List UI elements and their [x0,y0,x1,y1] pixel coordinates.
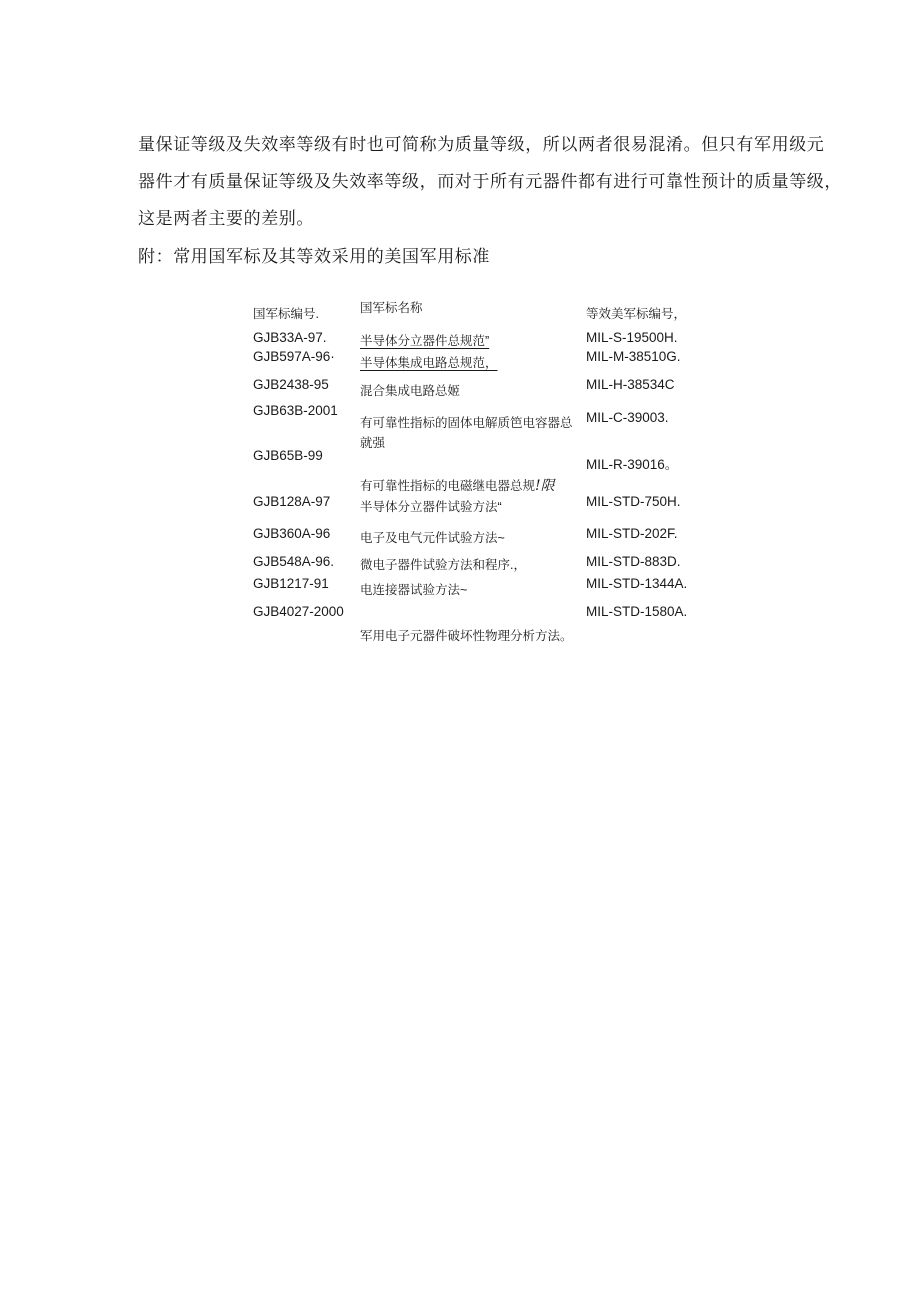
table-row-mil: MIL-STD-202F. [586,526,678,541]
paragraph-line-3: 这是两者主要的差别。 [138,209,314,229]
header-mil-number: 等效美军标编号， [586,307,687,321]
table-row-name-suffix: !限 [535,478,555,494]
table-row-mil: MIL-C-39003. [586,410,669,425]
table-row-name: 半导体集成电路总规范， [360,356,498,370]
table-row-gjb: GJB597A-96· [253,349,335,364]
table-row-gjb: GJB1217-91 [253,576,329,591]
table-row-name: 混合集成电路总姬 [360,384,461,398]
header-gjb-name: 国军标名称 [360,301,423,315]
table-row-gjb: GJB548A-96. [253,554,335,569]
table-row-mil: MIL-STD-883D. [586,554,681,569]
table-row-name: 半导体分立器件试验方法“ [360,500,502,514]
table-row-name: 半导体分立器件总规范” [360,334,490,348]
table-row-mil: MIL-H-38534C [586,377,675,392]
table-row-gjb: GJB2438-95 [253,377,329,392]
table-row-mil: MIL-STD-1344A. [586,576,688,591]
table-row-name-text: 有可靠性指标的电磁继电器总规 [360,479,536,493]
table-row-name: 微电子器件试验方法和程序.， [360,558,526,572]
table-row-gjb: GJB128A-97 [253,494,331,509]
paragraph-line-1: 量保证等级及失效率等级有时也可简称为质量等级，所以两者很易混淆。但只有军用级元 [138,135,825,155]
table-row-mil: MIL-STD-1580A. [586,604,688,619]
header-gjb-number: 国军标编号. [253,307,319,321]
table-row-gjb: GJB33A-97. [253,330,327,345]
table-row-name: 电连接器试验方法~ [360,583,468,597]
table-row-gjb: GJB65B-99 [253,448,323,463]
table-row-mil: MIL-M-38510G. [586,349,681,364]
table-row-name-continued: 就强 [360,436,386,450]
table-row-mil: MIL-S-19500H. [586,330,678,345]
table-row-gjb: GJB4027-2000 [253,604,344,619]
table-row-gjb: GJB360A-96 [253,526,331,541]
table-row-name: 电子及电气元件试验方法~ [360,531,505,545]
table-row-name: 有可靠性指标的固体电解质笆电容器总 [360,416,573,430]
paragraph-line-2: 器件才有质量保证等级及失效率等级，而对于所有元器件都有进行可靠性预计的质量等级， [138,172,842,192]
table-row-mil: MIL-STD-750H. [586,494,681,509]
table-row-gjb: GJB63B-2001 [253,403,338,418]
table-row-mil: MIL-R-39016。 [586,457,679,472]
table-row-name [360,475,555,495]
table-row-name: 军用电子元器件破坏性物理分析方法。 [360,629,573,643]
appendix-title: 附：常用国军标及其等效采用的美国军用标准 [138,247,490,267]
